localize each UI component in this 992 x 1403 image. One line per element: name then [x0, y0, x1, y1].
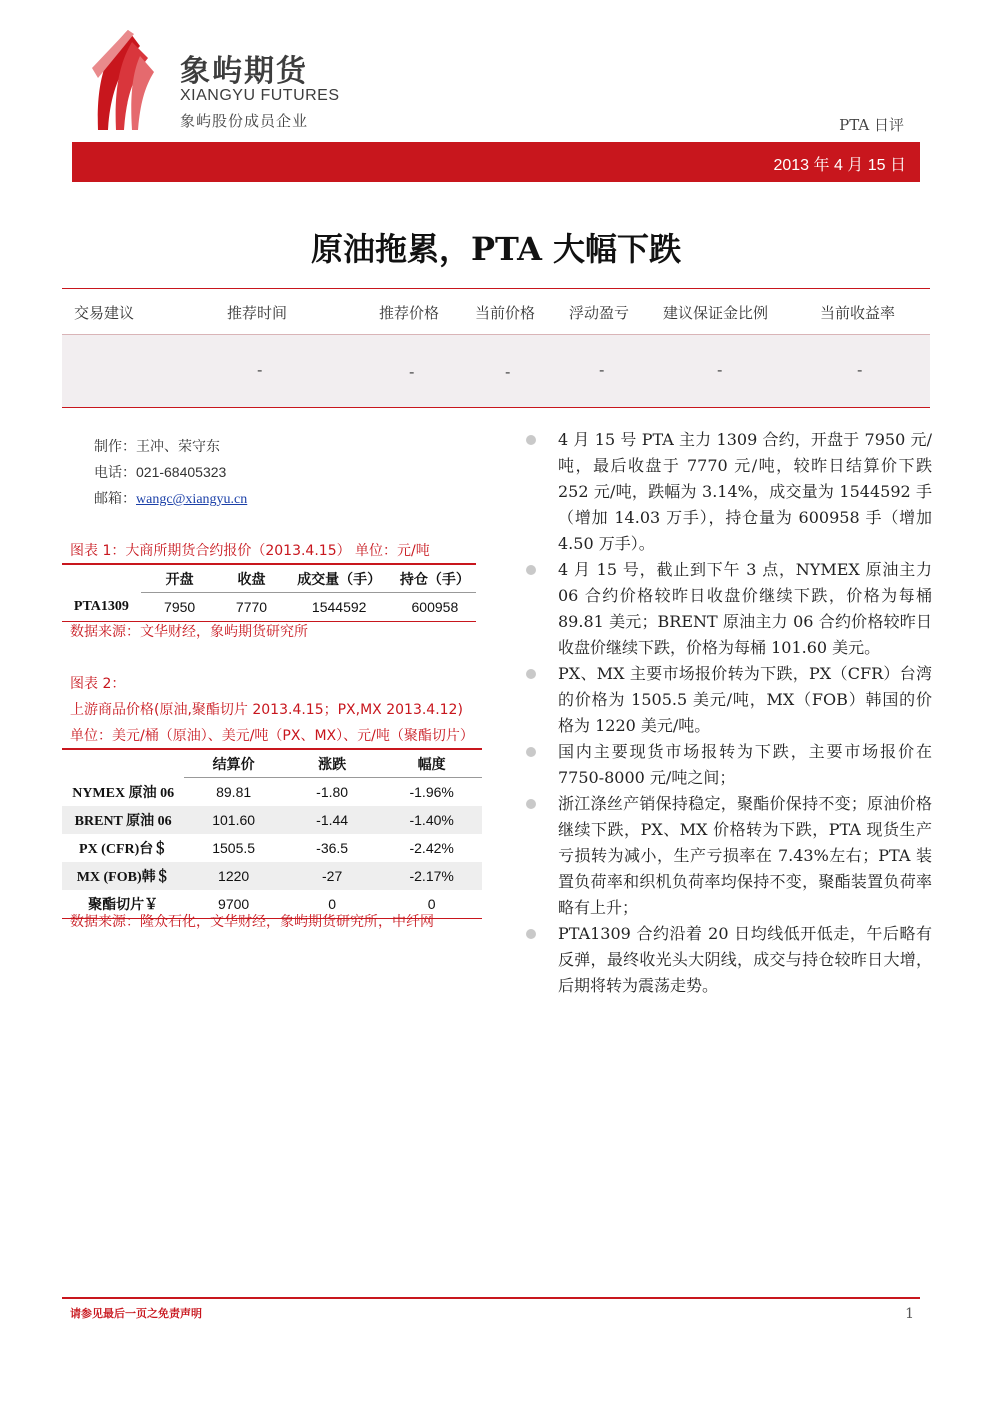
table2-caption-2: 上游商品价格(原油,聚酯切片 2013.4.15；PX,MX 2013.4.12)	[70, 702, 463, 718]
table1-cell: PTA1309	[73, 598, 129, 614]
bullet-text: 4 月 15 号 PTA 主力 1309 合约，开盘于 7950 元/吨，最后收盘于 7770 元/吨，较昨日结算价下跌 252 元/吨，跌幅为 3.14%，成交量为 1544592 手（增加 14.03 万手），持仓量为 600958 手（增加 4.50 万手）。	[558, 430, 932, 553]
rec-header-cell: 推荐时间	[227, 304, 288, 322]
table2-header-cell: 幅度	[381, 749, 482, 778]
rec-value-cell: -	[857, 361, 863, 379]
table2-cell: 1220	[184, 862, 283, 890]
table1-cell: 1544592	[311, 599, 367, 615]
phone-line	[94, 462, 226, 482]
brand-name-cn: 象屿期货	[180, 54, 308, 89]
date-bar	[72, 142, 920, 182]
rec-table-top-rule	[62, 288, 930, 289]
rec-header-cell: 当前收益率	[820, 304, 896, 322]
table2-caption-1: 图表 2：	[70, 676, 126, 692]
list-item	[520, 427, 932, 557]
brand-name-en: XIANGYU FUTURES	[180, 87, 340, 104]
table2-cell: MX (FOB)韩＄	[62, 862, 184, 890]
analysis-bullets	[520, 427, 932, 999]
table2-header-cell: 涨跌	[283, 749, 381, 778]
table1-header-cell	[62, 564, 141, 593]
table2-cell: 0	[427, 896, 436, 912]
table2-cell: 89.81	[216, 784, 252, 800]
table1-cell: 7950	[164, 599, 196, 615]
page-number: 1	[905, 1306, 914, 1322]
rec-header-cell: 浮动盈亏	[569, 304, 630, 322]
email-label: 邮箱：	[94, 491, 136, 507]
bullet-text: 4 月 15 号，截止到下午 3 点，NYMEX 原油主力 06 合约价格较昨日收盘价继续下跌，价格为每桶 89.81 美元；BRENT 原油主力 06 合约价格较昨日收盘价继续下跌，价格为每桶 101.60 美元。	[558, 560, 932, 657]
email-link[interactable]: wangc@xiangyu.cn	[136, 492, 248, 507]
rec-header-cell: 建议保证金比例	[663, 304, 769, 322]
table1-caption: 图表 1：大商所期货合约报价（2013.4.15） 单位：元/吨	[70, 543, 430, 559]
table1-header-cell: 收盘	[218, 564, 284, 593]
table1	[62, 563, 476, 622]
author-value: 王冲、荣守东	[136, 439, 220, 455]
table-row	[62, 593, 476, 622]
bullet-dot-icon	[526, 799, 536, 809]
bullet-text: PTA1309 合约沿着 20 日均线低开低走，午后略有反弹，最终收光头大阴线，成交与持仓较昨日大增，后期将转为震荡走势。	[558, 924, 932, 995]
table2-cell: -1.44	[283, 806, 381, 834]
table2-caption-3: 单位：美元/桶（原油）、美元/吨（PX、MX）、元/吨（聚酯切片）	[70, 728, 474, 744]
rec-table-body	[62, 334, 930, 408]
table2	[62, 748, 482, 919]
bullet-dot-icon	[526, 669, 536, 679]
table2-cell: -2.42%	[409, 840, 454, 856]
list-item	[520, 791, 932, 921]
bullet-dot-icon	[526, 565, 536, 575]
phone-value: 021-68405323	[136, 464, 227, 480]
brand-subtitle: 象屿股份成员企业	[180, 112, 309, 130]
email-line	[94, 488, 247, 508]
table1-source: 数据来源：文华财经，象屿期货研究所	[70, 624, 308, 640]
table1-cell: 7770	[235, 599, 268, 615]
bullet-text: PX、MX 主要市场报价转为下跌，PX（CFR）台湾的价格为 1505.5 美元/吨，MX（FOB）韩国的价格为 1220 美元/吨。	[558, 664, 932, 735]
rec-table-header	[62, 290, 930, 334]
rec-value-cell: -	[599, 361, 605, 379]
footer-rule	[62, 1297, 920, 1299]
table2-header-row	[62, 749, 482, 778]
table-row	[62, 834, 482, 862]
table2-cell: -1.80	[316, 784, 349, 800]
bullet-dot-icon	[526, 929, 536, 939]
table1-header-cell: 持仓（手）	[394, 564, 476, 593]
table2-cell: -2.17%	[381, 862, 482, 890]
list-item	[520, 557, 932, 661]
table1-header-cell: 开盘	[141, 564, 219, 593]
rec-header-cell: 当前价格	[475, 304, 536, 322]
table-row	[62, 806, 482, 834]
rec-header-cell: 交易建议	[74, 304, 135, 322]
phone-label: 电话：	[94, 465, 136, 481]
table-row	[62, 778, 482, 807]
table1-header-cell: 成交量（手）	[285, 564, 394, 593]
table2-cell: -1.96%	[409, 784, 454, 800]
table1-cell: 600958	[411, 599, 459, 615]
table2-cell: -27	[283, 862, 381, 890]
report-date: 2013 年 4 月 15 日	[773, 157, 906, 174]
table-row	[62, 862, 482, 890]
rec-value-cell: -	[257, 361, 263, 379]
table2-cell: 0	[328, 896, 337, 912]
table1-header-row	[62, 564, 476, 593]
table2-cell: 聚酯切片￥	[88, 898, 159, 913]
table2-cell: PX (CFR)台＄	[79, 842, 168, 857]
rec-value-cell: -	[409, 363, 415, 381]
rec-value-cell: -	[717, 361, 723, 379]
bullet-text: 浙江涤丝产销保持稳定，聚酯价保持不变；原油价格继续下跌，PX、MX 价格转为下跌，PTA 现货生产亏损转为减小，生产亏损率在 7.43%左右；PTA 装置负荷率和织机负荷率均保持不变，聚酯装置负荷率略有上升；	[558, 794, 932, 917]
table2-header-cell: 结算价	[184, 749, 283, 778]
author-line	[94, 436, 220, 456]
list-item	[520, 739, 932, 791]
rec-header-cell: 推荐价格	[379, 304, 440, 322]
company-logo-icon	[88, 28, 156, 132]
table2-cell: 101.60	[184, 806, 283, 834]
table2-cell: NYMEX 原油 06	[72, 785, 175, 801]
table2-cell: BRENT 原油 06	[62, 806, 184, 834]
author-label: 制作：	[94, 439, 136, 455]
report-type: PTA 日评	[839, 116, 904, 134]
disclaimer-note: 请参见最后一页之免责声明	[70, 1307, 202, 1320]
bullet-dot-icon	[526, 435, 536, 445]
table2-source: 数据来源：隆众石化，文华财经，象屿期货研究所，中纤网	[70, 914, 434, 930]
rec-value-cell: -	[505, 363, 511, 381]
table2-cell: 9700	[218, 896, 250, 912]
list-item	[520, 921, 932, 999]
table2-cell: 1505.5	[212, 840, 256, 856]
table2-cell: -36.5	[316, 840, 349, 856]
list-item	[520, 661, 932, 739]
bullet-dot-icon	[526, 747, 536, 757]
table2-header-cell	[62, 749, 184, 778]
page-title: 原油拖累，PTA 大幅下跌	[310, 230, 682, 268]
bullet-text: 国内主要现货市场报转为下跌，主要市场报价在 7750-8000 元/吨之间；	[558, 742, 932, 787]
table2-cell: -1.40%	[381, 806, 482, 834]
